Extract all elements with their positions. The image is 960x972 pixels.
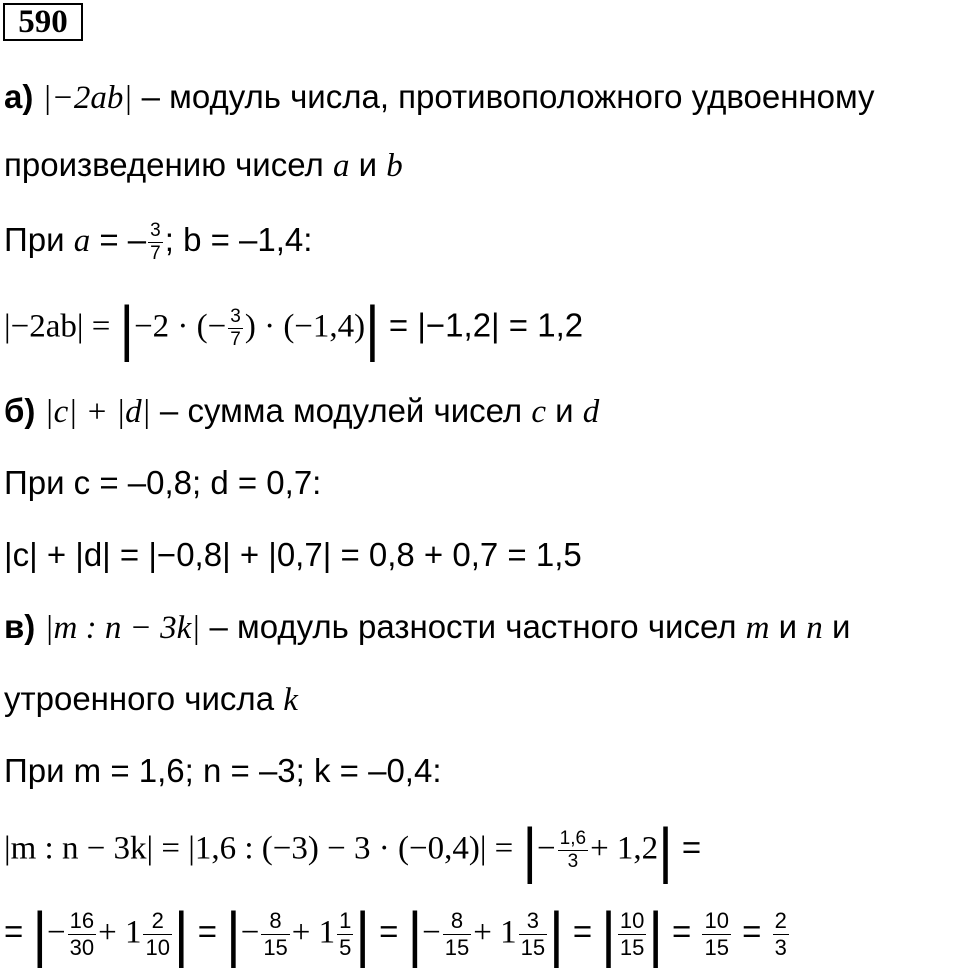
part-a-statement: [4, 78, 875, 117]
part-b-statement: б) |c| + |d| – сумма модулей чисел c и d: [4, 392, 600, 430]
part-v-calculation-1: |m : n − 3k| = |1,6 : (−3) − 3 · (−0,4)| = |− $\frac{1,6}{3}$ + 1,2| =: [4, 814, 702, 885]
fraction: $\frac{3}{7}$: [150, 220, 161, 264]
fraction: $\frac{3}{7}$: [230, 305, 241, 350]
part-b-given: При c = –0,8; d = 0,7:: [4, 464, 322, 501]
part-v-given: При m = 1,6; n = –3; k = –0,4:: [4, 752, 442, 789]
part-a-calculation: |−2ab| = |−2 · (− $\frac{3}{7}$ ) · (−1,4)| = |−1,2| = 1,2: [4, 292, 584, 363]
part-a-description-cont: произведению чисел a и b: [4, 146, 403, 184]
fraction: $\frac{1,6}{3}$: [559, 827, 587, 872]
part-a-label: а): [4, 78, 34, 115]
part-b-calculation: |c| + |d| = |−0,8| + |0,7| = 0,8 + 0,7 = 1,5: [4, 536, 582, 573]
part-v-statement-cont: утроенного числа k: [4, 680, 298, 718]
part-a-given: При a = – $\frac{3}{7}$ ; b = –1,4:: [4, 220, 313, 264]
part-a-description: – модуль числа, противоположного удвоенному: [141, 78, 875, 115]
part-v-statement: в) |m : n − 3k| – модуль разности частного чисел m и n и: [4, 608, 851, 646]
part-a-expression: |−2ab|: [42, 80, 133, 116]
problem-number: 590: [3, 3, 83, 41]
part-v-calculation-2: = |− $\frac{16}{30}$ + 1 $\frac{2}{10}$ | = |− $\frac{8}{15}$ + 1 $\frac{1}{5}$ | = |− $\frac{8}{15}$ + 1 $\frac{3}{15}$ | = | $\frac{10}{15}$ | = $\frac{10}{15}$ = $\frac{2}{3}$: [4, 898, 787, 969]
